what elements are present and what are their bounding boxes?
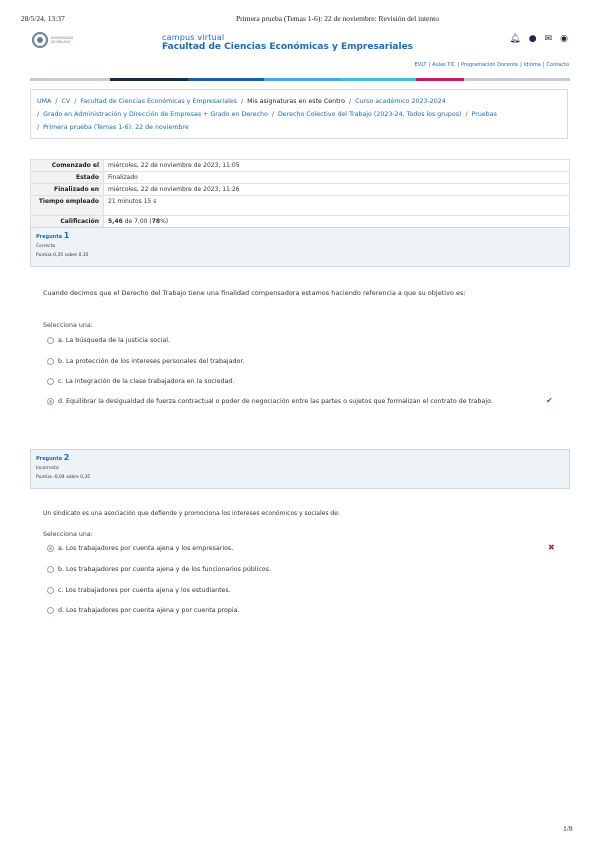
strip-seg-2 [110, 78, 188, 81]
summary-value: miércoles, 22 de noviembre de 2023, 11:05 [104, 160, 570, 172]
strip-seg-4 [264, 78, 340, 81]
radio-button[interactable] [47, 566, 54, 573]
strip-seg-1 [30, 78, 110, 81]
radio-button[interactable] [47, 587, 54, 594]
question-score: Puntúa 0,35 sobre 0,35 [36, 253, 89, 258]
answer-option-label: a. La búsqueda de la justicia social. [58, 337, 170, 344]
summary-label: Finalizado en [31, 184, 104, 196]
link-contacto[interactable]: Contacto [546, 62, 569, 68]
question-text-2: Un sindicato es una asociación que defiende y promociona los intereses económicos y sociales de: [43, 510, 340, 517]
incorrect-cross-icon: ✖ [548, 543, 555, 552]
summary-row [31, 184, 570, 196]
grade-of: de 7,00 ( [124, 218, 152, 225]
summary-value: 21 minutos 15 s [104, 196, 570, 216]
link-evlt[interactable]: EVLT [414, 62, 427, 68]
answer-option-1c[interactable] [47, 376, 517, 387]
answer-option-label: c. La integración de la clase trabajadora en la sociedad. [58, 378, 235, 385]
answer-option-label: a. Los trabajadores por cuenta ajena y los empresarios. [58, 545, 234, 552]
question-info-1 [30, 227, 570, 267]
answer-option-label: c. Los trabajadores por cuenta ajena y los estudiantes. [58, 587, 231, 594]
answer-option-2d[interactable] [47, 605, 517, 616]
logo-text-line-2: DE MÁLAGA [51, 40, 71, 44]
university-seal-icon [32, 32, 48, 48]
color-strip [30, 78, 570, 81]
radio-button[interactable] [47, 337, 54, 344]
answer-option-2b[interactable] [47, 564, 517, 575]
print-title: Primera prueba (Temas 1-6): 22 de noviembre: Revisión del intento [236, 14, 439, 23]
print-page-number: 1/8 [563, 824, 573, 833]
question-prompt-2: Selecciona una: [43, 531, 93, 538]
summary-row [31, 196, 570, 216]
link-programacion-docente[interactable]: Programación Docente [461, 62, 519, 68]
top-links: EVLT | Aulas TIC | Programación Docente | Idioma | Contacto [414, 62, 569, 68]
summary-label: Estado [31, 172, 104, 184]
answer-option-1d[interactable] [47, 396, 502, 407]
answer-option-label: b. La protección de los intereses personales del trabajador. [58, 358, 245, 365]
breadcrumb-grado[interactable]: Grado en Administración y Dirección de Empresas + Grado en Derecho [43, 111, 268, 118]
radio-button[interactable] [47, 607, 54, 614]
brand-title: Facultad de Ciencias Económicas y Empresariales [162, 42, 414, 52]
strip-seg-3 [188, 78, 264, 81]
breadcrumb-uma[interactable]: UMA [37, 98, 52, 105]
question-score: Puntúa -0,04 sobre 0,35 [36, 475, 91, 480]
summary-value: miércoles, 22 de noviembre de 2023, 11:26 [104, 184, 570, 196]
bell-icon[interactable]: 🔔︎ [509, 34, 521, 44]
breadcrumb-pruebas[interactable]: Pruebas [471, 111, 497, 118]
attempt-summary-table [30, 159, 570, 228]
strip-seg-6 [416, 78, 464, 81]
summary-grade-value [104, 216, 570, 228]
answer-option-label: d. Equilibrar la desigualdad de fuerza contractual o poder de negociación entre las partes o sujetos que formalizan el contrato de trabajo. [58, 398, 493, 405]
link-idioma[interactable]: Idioma [523, 62, 541, 68]
summary-label: Tiempo empleado [31, 196, 104, 216]
envelope-icon[interactable]: ✉ [544, 34, 553, 44]
summary-row [31, 172, 570, 184]
user-menu-icon[interactable]: ◉ [560, 34, 568, 44]
correct-check-icon: ✔ [546, 396, 553, 405]
radio-button[interactable] [47, 358, 54, 365]
grade-percent: 78 [151, 218, 161, 225]
chat-icon[interactable]: ● [528, 34, 537, 44]
question-status: Correcta [36, 244, 56, 249]
header-icons [509, 34, 568, 44]
summary-row-grade [31, 216, 570, 228]
strip-seg-5 [340, 78, 416, 81]
question-number: Pregunta 2 [36, 453, 70, 462]
answer-option-label: b. Los trabajadores por cuenta ajena y de los funcionarios públicos. [58, 566, 271, 573]
print-date: 28/5/24, 13:37 [21, 14, 65, 23]
breadcrumb-mis-asignaturas[interactable]: Mis asignaturas en este Centro [247, 98, 345, 105]
question-number: Pregunta 1 [36, 231, 70, 240]
link-aulas-tic[interactable]: Aulas TIC [432, 62, 456, 68]
summary-row [31, 160, 570, 172]
strip-seg-7 [464, 78, 570, 81]
question-status: Incorrecta [36, 466, 59, 471]
breadcrumb: UMA / CV / Facultad de Ciencias Económicas y Empresariales / Mis asignaturas en este Centro / Curso académico 2023-2024 / Grado en Administración y Dirección de Empresas + Grado en Derecho / Derecho Colectivo del Trabajo (2023-24, Todos los grupos) / Pruebas / Primera prueba (Temas 1-6): 22 de noviembre [30, 89, 568, 139]
radio-button-selected[interactable] [47, 398, 54, 405]
logo-text-line-1: UNIVERSIDAD [51, 36, 74, 40]
breadcrumb-asignatura[interactable]: Derecho Colectivo del Trabajo (2023-24, Todos los grupos) [277, 111, 462, 118]
summary-label: Comenzado el [31, 160, 104, 172]
question-info-2 [30, 449, 570, 489]
summary-label: Calificación [31, 216, 104, 228]
answer-option-1a[interactable] [47, 335, 517, 346]
radio-button-selected[interactable] [47, 545, 54, 552]
question-prompt-1: Selecciona una: [43, 322, 93, 329]
site-brand[interactable] [162, 33, 413, 52]
breadcrumb-curso[interactable]: Curso académico 2023-2024 [355, 98, 446, 105]
site-header [30, 28, 570, 58]
answer-option-1b[interactable] [47, 356, 517, 367]
breadcrumb-facultad[interactable]: Facultad de Ciencias Económicas y Empresariales [80, 98, 238, 105]
grade-score: 5,46 [108, 218, 123, 225]
breadcrumb-quiz[interactable]: Primera prueba (Temas 1-6): 22 de noviembre [43, 124, 189, 131]
answer-option-2a[interactable] [47, 543, 517, 554]
radio-button[interactable] [47, 378, 54, 385]
university-logo[interactable] [32, 32, 73, 48]
grade-end: %) [160, 218, 169, 225]
summary-value: Finalizado [104, 172, 570, 184]
brand-subtitle: campus virtual [162, 33, 225, 42]
answer-option-label: d. Los trabajadores por cuenta ajena y por cuenta propia. [58, 607, 240, 614]
question-text-1: Cuando decimos que el Derecho del Trabajo tiene una finalidad compensadora estamos haciendo referencia a que su objetivo es: [43, 289, 466, 297]
answer-option-2c[interactable] [47, 585, 517, 596]
breadcrumb-cv[interactable]: CV [61, 98, 71, 105]
